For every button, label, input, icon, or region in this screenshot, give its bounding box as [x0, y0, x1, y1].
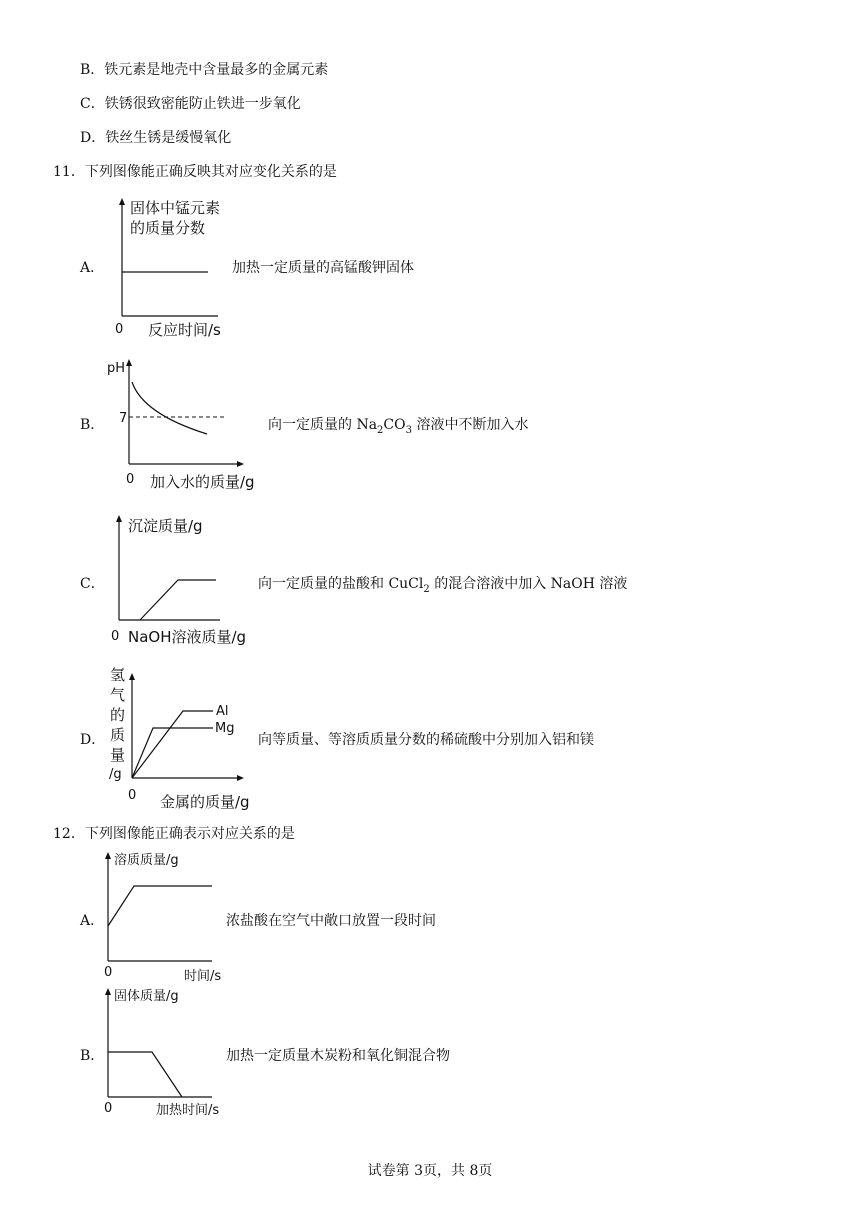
q11-option-d-letter: D． — [80, 732, 106, 748]
q11-b-xlabel: 加入水的质量/g — [150, 473, 255, 491]
q11-option-c-text: 向一定质量的盐酸和 CuCl$_2$ 的混合溶液中加入 NaOH 溶液 — [258, 576, 628, 595]
q12-b-ylabel: 固体质量/g — [114, 989, 179, 1004]
q11-option-a-text: 加热一定质量的高锰酸钾固体 — [232, 260, 414, 276]
q11-a-ylabel-1: 固体中锰元素 — [130, 199, 221, 217]
q10-option-c: C．铁锈很致密能防止铁进一步氧化 — [80, 96, 301, 112]
q11-d-ylabel-2: 气 — [110, 686, 126, 704]
q12-option-a-letter: A． — [80, 913, 105, 929]
q10-option-b: B．铁元素是地壳中含量最多的金属元素 — [80, 62, 329, 78]
q11-a-ylabel-2: 的质量分数 — [130, 219, 206, 237]
q12-stem: 12．下列图像能正确表示对应关系的是 — [53, 826, 295, 842]
q11-d-ylabel-5: 量 — [110, 746, 126, 764]
q11-a-origin: 0 — [115, 322, 124, 337]
q11-c-xlabel: NaOH溶液质量/g — [128, 628, 247, 646]
q11-d-series-mg: Mg — [215, 721, 235, 736]
q11-d-series-al: Al — [216, 704, 229, 719]
q12-a-ylabel: 溶质质量/g — [114, 853, 179, 868]
q11-b-ref: 7 — [119, 411, 128, 426]
q12-b-origin: 0 — [104, 1101, 113, 1116]
q11-c-ylabel: 沉淀质量/g — [128, 517, 203, 535]
q11-d-ylabel-3: 的 — [110, 706, 126, 724]
q11-option-b-letter: B． — [80, 417, 105, 433]
q11-option-c-letter: C． — [80, 576, 105, 592]
q11-b-ylabel: pH — [107, 361, 126, 376]
q11-a-graph — [110, 196, 240, 342]
q11-b-graph — [105, 356, 270, 496]
q12-b-xlabel: 加热时间/s — [156, 1103, 220, 1118]
q12-option-b-letter: B． — [80, 1048, 105, 1064]
q11-d-xlabel: 金属的质量/g — [160, 793, 250, 811]
q11-c-origin: 0 — [111, 629, 120, 644]
q12-a-origin: 0 — [104, 965, 113, 980]
q12-option-b-text: 加热一定质量木炭粉和氧化铜混合物 — [226, 1048, 450, 1064]
page-footer: 试卷第 3页，共 8页 — [367, 1163, 493, 1179]
q11-option-d-text: 向等质量、等溶质质量分数的稀硫酸中分别加入铝和镁 — [258, 732, 594, 748]
q11-d-ylabel-4: 质 — [110, 726, 126, 744]
q10-option-d: D．铁丝生锈是缓慢氧化 — [80, 130, 232, 146]
q12-option-a-text: 浓盐酸在空气中敞口放置一段时间 — [226, 913, 436, 929]
q11-option-b-text: 向一定质量的 $Na_2CO_3$ 溶液中不断加入水 — [268, 417, 529, 436]
q12-a-xlabel: 时间/s — [184, 969, 222, 984]
q11-c-graph — [110, 512, 260, 648]
q11-d-ylabel-1: 氢 — [110, 666, 126, 684]
q11-option-a-letter: A． — [80, 260, 105, 276]
q11-stem: 11．下列图像能正确反映其对应变化关系的是 — [53, 164, 337, 180]
q11-a-xlabel: 反应时间/s — [148, 321, 221, 339]
q11-d-origin: 0 — [128, 788, 137, 803]
q12-b-graph — [100, 986, 235, 1121]
q12-a-graph — [100, 850, 235, 985]
q11-d-graph — [103, 662, 268, 812]
q11-d-ylabel-6: /g — [109, 767, 122, 782]
q11-b-origin: 0 — [126, 472, 135, 487]
